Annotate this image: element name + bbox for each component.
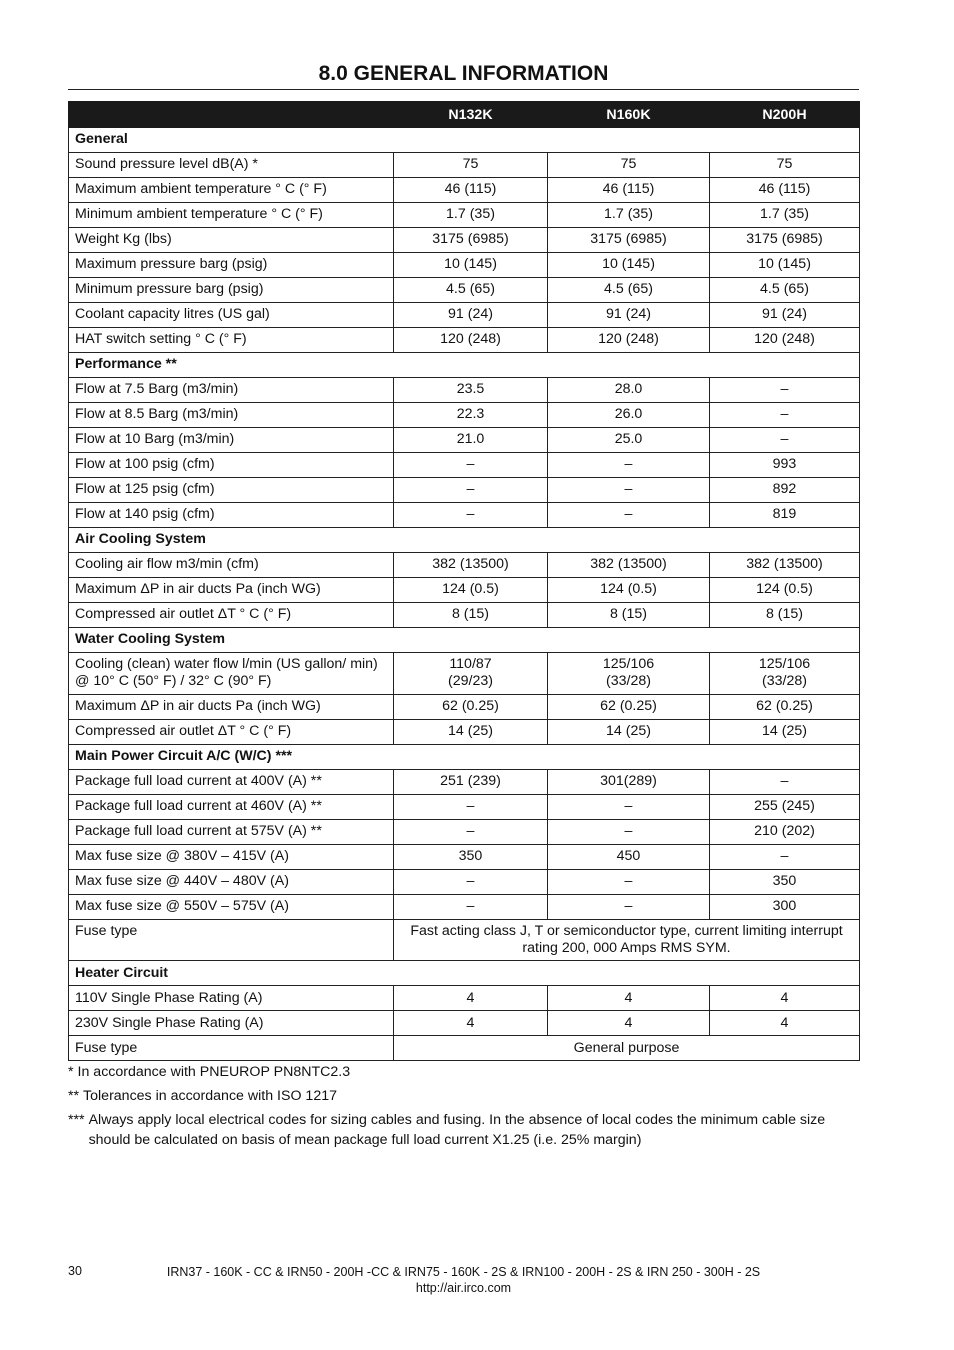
row-value-n200h: 4 <box>710 1011 860 1036</box>
table-row <box>69 578 860 603</box>
row-label: Flow at 100 psig (cfm) <box>69 453 394 478</box>
row-value-n200h: 3175 (6985) <box>710 228 860 253</box>
section-title: Performance ** <box>69 353 860 378</box>
table-row <box>69 403 860 428</box>
row-value-n200h: 300 <box>710 894 860 919</box>
row-label: Flow at 8.5 Barg (m3/min) <box>69 403 394 428</box>
row-value-n160k: – <box>548 819 710 844</box>
table-row <box>69 844 860 869</box>
table-row <box>69 1036 860 1061</box>
row-value-n132k: 46 (115) <box>394 178 548 203</box>
row-value-n200h: 91 (24) <box>710 303 860 328</box>
page-title: 8.0 GENERAL INFORMATION <box>68 62 859 90</box>
table-body <box>69 128 860 1061</box>
row-value-n200h: 255 (245) <box>710 794 860 819</box>
row-value-n132k: 21.0 <box>394 428 548 453</box>
table-row <box>69 303 860 328</box>
table-row <box>69 428 860 453</box>
table-row <box>69 603 860 628</box>
header-n132k: N132K <box>394 102 548 128</box>
footer-url[interactable]: http://air.irco.com <box>415 1281 512 1296</box>
row-value-n132k: – <box>394 794 548 819</box>
row-label: Package full load current at 575V (A) ** <box>69 819 394 844</box>
row-value-span: General purpose <box>394 1036 860 1061</box>
table-row <box>69 178 860 203</box>
row-value-n160k: – <box>548 794 710 819</box>
row-value-n200h: 4 <box>710 986 860 1011</box>
row-value-n160k: 4 <box>548 1011 710 1036</box>
row-value-n132k: – <box>394 894 548 919</box>
row-value-n132k: – <box>394 869 548 894</box>
table-row <box>69 503 860 528</box>
row-value-n132k: 14 (25) <box>394 719 548 744</box>
row-value-n200h: – <box>710 428 860 453</box>
row-value-n132k: 23.5 <box>394 378 548 403</box>
row-value-n200h: 8 (15) <box>710 603 860 628</box>
table-row <box>69 794 860 819</box>
row-value-n200h: 120 (248) <box>710 328 860 353</box>
table-row <box>69 203 860 228</box>
table-row <box>69 253 860 278</box>
row-label: Weight Kg (lbs) <box>69 228 394 253</box>
row-label: Flow at 10 Barg (m3/min) <box>69 428 394 453</box>
row-value-n160k: 382 (13500) <box>548 553 710 578</box>
row-label: 230V Single Phase Rating (A) <box>69 1011 394 1036</box>
row-value-n160k: 3175 (6985) <box>548 228 710 253</box>
row-value-n160k: – <box>548 894 710 919</box>
row-value-n200h: 4.5 (65) <box>710 278 860 303</box>
row-value-n160k: 25.0 <box>548 428 710 453</box>
table-row <box>69 153 860 178</box>
row-value-n132k: 22.3 <box>394 403 548 428</box>
row-value-n160k: 1.7 (35) <box>548 203 710 228</box>
row-value-n132k: – <box>394 453 548 478</box>
row-value-n160k: 10 (145) <box>548 253 710 278</box>
row-value-n160k: – <box>548 503 710 528</box>
row-value-n200h: 1.7 (35) <box>710 203 860 228</box>
row-value-n160k: 4.5 (65) <box>548 278 710 303</box>
section-header-row <box>69 744 860 769</box>
footnote-mark: *** <box>68 1111 85 1128</box>
row-value-n132k: 62 (0.25) <box>394 694 548 719</box>
table-row <box>69 453 860 478</box>
row-value-n132k: 120 (248) <box>394 328 548 353</box>
row-value-n160k: 91 (24) <box>548 303 710 328</box>
row-value-n200h: 210 (202) <box>710 819 860 844</box>
row-label: Max fuse size @ 550V – 575V (A) <box>69 894 394 919</box>
table-row <box>69 553 860 578</box>
table-row <box>69 378 860 403</box>
footnote-text: In accordance with PNEUROP PN8NTC2.3 <box>77 1064 351 1080</box>
footnote-text: Tolerances in accordance with ISO 1217 <box>83 1087 337 1104</box>
row-value-n160k: 301(289) <box>548 769 710 794</box>
row-label: Flow at 125 psig (cfm) <box>69 478 394 503</box>
row-label: Cooling air flow m3/min (cfm) <box>69 553 394 578</box>
row-value-n160k: 62 (0.25) <box>548 694 710 719</box>
row-value-n132k: 8 (15) <box>394 603 548 628</box>
row-value-n200h: – <box>710 403 860 428</box>
footnote-text: Always apply local electrical codes for sizing cables and fusing. In the absence of local codes the minimum cable size should be calculated on basis of mean package full load current X1.25 (i.e. 25% margin) <box>88 1111 826 1148</box>
row-value-n200h: 10 (145) <box>710 253 860 278</box>
table-row <box>69 228 860 253</box>
row-label: Fuse type <box>69 1036 394 1061</box>
row-value-n160k: 8 (15) <box>548 603 710 628</box>
row-value-n200h: 819 <box>710 503 860 528</box>
table-row <box>69 986 860 1011</box>
row-value-n160k: 4 <box>548 986 710 1011</box>
row-label: Compressed air outlet ΔT ° C (° F) <box>69 603 394 628</box>
row-value-n200h: – <box>710 378 860 403</box>
row-label: Minimum ambient temperature ° C (° F) <box>69 203 394 228</box>
row-value-n132k: 4 <box>394 986 548 1011</box>
footnote <box>68 1111 858 1151</box>
footnote-mark: ** <box>68 1087 80 1104</box>
row-value-n132k: – <box>394 819 548 844</box>
row-value-n132k: 91 (24) <box>394 303 548 328</box>
row-value-n132k: 350 <box>394 844 548 869</box>
row-value-n160k: 46 (115) <box>548 178 710 203</box>
footnote <box>68 1063 858 1083</box>
table-row <box>69 894 860 919</box>
row-label: Max fuse size @ 380V – 415V (A) <box>69 844 394 869</box>
row-value-n160k: 124 (0.5) <box>548 578 710 603</box>
row-value-n200h: 46 (115) <box>710 178 860 203</box>
row-value-n200h: 62 (0.25) <box>710 694 860 719</box>
section-header-row <box>69 128 860 153</box>
row-value-n160k: – <box>548 869 710 894</box>
table-row <box>69 478 860 503</box>
row-label: Flow at 7.5 Barg (m3/min) <box>69 378 394 403</box>
footer <box>68 1264 859 1297</box>
row-value-n132k: 110/87 (29/23) <box>394 653 548 695</box>
table-row <box>69 819 860 844</box>
row-value-n132k: 4.5 (65) <box>394 278 548 303</box>
row-value-n160k: – <box>548 453 710 478</box>
page-number: 30 <box>68 1264 82 1278</box>
section-title: Heater Circuit <box>69 961 860 986</box>
row-value-n200h: – <box>710 844 860 869</box>
row-value-n132k: 1.7 (35) <box>394 203 548 228</box>
row-label: Maximum ΔP in air ducts Pa (inch WG) <box>69 578 394 603</box>
row-value-n160k: 125/106 (33/28) <box>548 653 710 695</box>
section-header-row <box>69 961 860 986</box>
row-value-n132k: 382 (13500) <box>394 553 548 578</box>
row-label: Compressed air outlet ΔT ° C (° F) <box>69 719 394 744</box>
table-row <box>69 278 860 303</box>
row-label: Maximum ambient temperature ° C (° F) <box>69 178 394 203</box>
table-header-row <box>69 102 860 128</box>
section-header-row <box>69 628 860 653</box>
row-label: Maximum ΔP in air ducts Pa (inch WG) <box>69 694 394 719</box>
row-label: Package full load current at 400V (A) ** <box>69 769 394 794</box>
table-row <box>69 653 860 695</box>
footnote <box>68 1087 858 1107</box>
row-value-n200h: 124 (0.5) <box>710 578 860 603</box>
row-value-n160k: 75 <box>548 153 710 178</box>
row-label: Fuse type <box>69 919 394 961</box>
row-value-n132k: 251 (239) <box>394 769 548 794</box>
row-label: Flow at 140 psig (cfm) <box>69 503 394 528</box>
section-title: General <box>69 128 860 153</box>
row-value-n200h: 892 <box>710 478 860 503</box>
row-value-n160k: 26.0 <box>548 403 710 428</box>
row-value-n200h: 993 <box>710 453 860 478</box>
table-row <box>69 694 860 719</box>
section-header-row <box>69 528 860 553</box>
row-value-n132k: – <box>394 478 548 503</box>
row-label: Sound pressure level dB(A) * <box>69 153 394 178</box>
header-label-column <box>69 102 394 128</box>
row-value-n132k: 4 <box>394 1011 548 1036</box>
row-label: Cooling (clean) water flow l/min (US gallon/ min) @ 10° C (50° F) / 32° C (90° F) <box>69 653 394 695</box>
row-label: Max fuse size @ 440V – 480V (A) <box>69 869 394 894</box>
row-value-n160k: 14 (25) <box>548 719 710 744</box>
section-title: Main Power Circuit A/C (W/C) *** <box>69 744 860 769</box>
footnote-mark: * <box>68 1064 74 1080</box>
table-row <box>69 869 860 894</box>
header-n160k: N160K <box>548 102 710 128</box>
header-n200h: N200H <box>710 102 860 128</box>
table-row <box>69 769 860 794</box>
footnotes <box>68 1063 858 1155</box>
row-value-n200h: 350 <box>710 869 860 894</box>
row-label: HAT switch setting ° C (° F) <box>69 328 394 353</box>
row-value-n160k: – <box>548 478 710 503</box>
row-label: Package full load current at 460V (A) ** <box>69 794 394 819</box>
row-value-n200h: 75 <box>710 153 860 178</box>
row-label: Coolant capacity litres (US gal) <box>69 303 394 328</box>
row-value-n200h: 125/106 (33/28) <box>710 653 860 695</box>
row-label: Maximum pressure barg (psig) <box>69 253 394 278</box>
row-value-n132k: 3175 (6985) <box>394 228 548 253</box>
row-value-n132k: 10 (145) <box>394 253 548 278</box>
row-value-n200h: 382 (13500) <box>710 553 860 578</box>
row-value-n160k: 28.0 <box>548 378 710 403</box>
row-value-n200h: – <box>710 769 860 794</box>
row-value-n132k: 75 <box>394 153 548 178</box>
table-row <box>69 719 860 744</box>
section-title: Water Cooling System <box>69 628 860 653</box>
row-value-n132k: – <box>394 503 548 528</box>
row-value-n160k: 450 <box>548 844 710 869</box>
row-label: Minimum pressure barg (psig) <box>69 278 394 303</box>
table-row <box>69 919 860 961</box>
table-row <box>69 328 860 353</box>
table-row <box>69 1011 860 1036</box>
row-value-n132k: 124 (0.5) <box>394 578 548 603</box>
section-header-row <box>69 353 860 378</box>
row-value-n200h: 14 (25) <box>710 719 860 744</box>
row-value-span: Fast acting class J, T or semiconductor type, current limiting interrupt rating 200, 000 Amps RMS SYM. <box>394 919 860 961</box>
row-value-n160k: 120 (248) <box>548 328 710 353</box>
section-title: Air Cooling System <box>69 528 860 553</box>
specifications-table <box>68 101 860 1061</box>
row-label: 110V Single Phase Rating (A) <box>69 986 394 1011</box>
footer-models: IRN37 - 160K - CC & IRN50 - 200H -CC & IRN75 - 160K - 2S & IRN100 - 200H - 2S & IRN 250 - 300H - 2S <box>166 1265 761 1279</box>
